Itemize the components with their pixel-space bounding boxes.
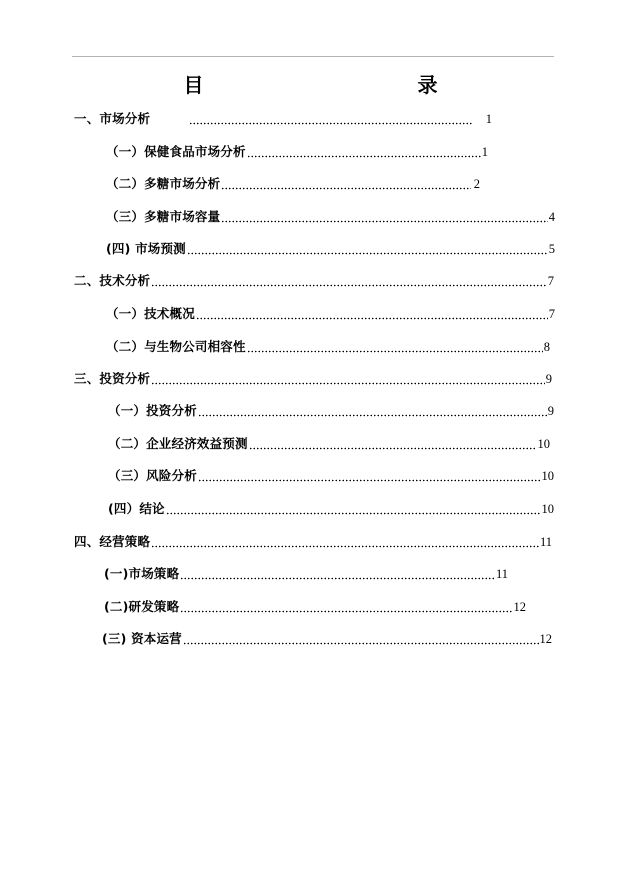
toc-entry-page: 10 [537,437,550,451]
toc-entry-label: （三）多糖市场容量 [106,209,221,224]
toc-entry-section[interactable] [104,597,526,615]
toc-entry-label: (一)市场策略 [104,566,180,581]
dot-leader [166,503,541,515]
dot-leader [247,146,481,158]
toc-entry-chapter-2[interactable] [74,271,554,289]
dot-leader [221,178,470,190]
toc-entry-section[interactable] [106,239,555,257]
toc-entry-page: 12 [513,600,526,614]
toc-entry-label: （三）风险分析 [108,468,197,483]
toc-entry-page: 8 [543,340,550,354]
dot-leader [180,601,512,613]
toc-entry-label: （一）投资分析 [108,403,197,418]
toc-entry-page: 1 [485,112,492,126]
toc-entry-section[interactable] [106,304,555,322]
toc-entry-label: (三) 资本运营 [102,631,182,646]
toc-entry-label: (二)研发策略 [104,599,180,614]
toc-entry-label: (四) 市场预测 [106,241,186,256]
toc-entry-page: 4 [548,210,555,224]
toc-entry-label: （一）技术概况 [106,306,195,321]
header-rule [72,56,554,57]
toc-entry-page: 11 [539,535,552,549]
toc-entry-section[interactable] [108,466,554,484]
toc-entry-page: 1 [481,145,488,159]
dot-leader [198,470,541,482]
dot-leader [151,373,545,385]
toc-entry-chapter-1[interactable] [74,109,492,127]
toc-title: 目 录 [183,73,496,97]
toc-entry-section[interactable] [106,142,488,160]
toc-entry-label: 一、市场分析 [74,111,151,126]
toc-entry-chapter-3[interactable] [74,369,552,387]
toc-entry-section[interactable] [108,499,554,517]
toc-entry-section[interactable] [106,337,550,355]
toc-entry-label: （二）多糖市场分析 [106,176,221,191]
toc-entry-label: 三、投资分析 [74,371,151,386]
toc-entry-label: （二）与生物公司相容性 [106,339,246,354]
dot-leader [151,536,539,548]
toc-entry-section[interactable] [108,434,550,452]
toc-entry-label: 二、技术分析 [74,273,151,288]
toc-entry-page: 9 [545,372,552,386]
toc-entry-page: 10 [541,469,554,483]
toc-entry-section[interactable] [104,564,508,582]
toc-entry-page: 10 [541,502,554,516]
dot-leader [221,211,547,223]
dot-leader [249,438,537,450]
toc-entry-page: 7 [547,274,554,288]
toc-entry-label: (四）结论 [108,501,165,516]
dot-leader [198,405,547,417]
toc-entry-section[interactable] [106,207,555,225]
toc-entry-section[interactable] [106,174,480,192]
toc-entry-page: 12 [539,632,552,646]
toc-entry-section[interactable] [108,401,554,419]
dot-leader [247,341,543,353]
dot-leader [189,113,473,125]
toc-entry-page: 9 [547,404,554,418]
toc-entry-label: （二）企业经济效益预测 [108,436,248,451]
toc-entry-page: 2 [473,177,480,191]
dot-leader [187,243,548,255]
dot-leader [180,568,495,580]
toc-entry-page: 7 [548,307,555,321]
toc-entry-chapter-4[interactable] [74,532,552,550]
toc-entry-section[interactable] [102,629,552,647]
toc-entry-label: （一）保健食品市场分析 [106,144,246,159]
dot-leader [151,275,547,287]
dot-leader [196,308,548,320]
toc-entry-page: 11 [495,567,508,581]
toc-entry-page: 5 [548,242,555,256]
toc-entry-label: 四、经营策略 [74,534,151,549]
dot-leader [183,633,539,645]
